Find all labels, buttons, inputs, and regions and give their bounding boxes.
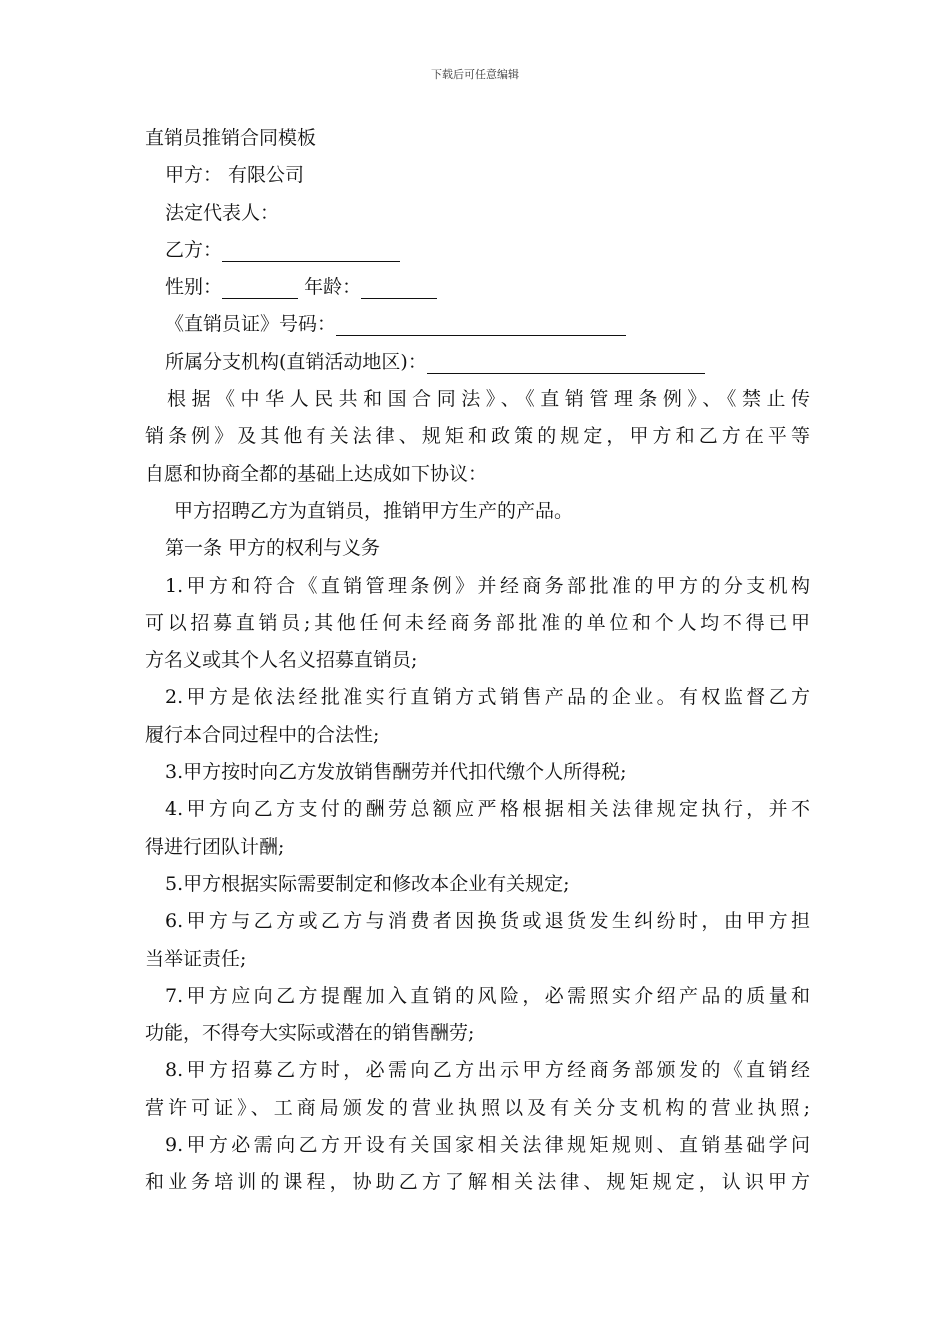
hire-line: 甲方招聘乙方为直销员，推销甲方生产的产品。 [174,499,574,522]
gender-label: 性别： [165,276,223,299]
clause [145,791,810,866]
clause-line: 可以招募直销员;其他任何未经商务部批准的单位和个人均不得已甲 [145,611,810,634]
clause-line: 5.甲方根据实际需要制定和修改本企业有关规定; [165,872,570,895]
age-label: 年龄： [304,276,362,299]
clause-line: 和业务培训的课程，协助乙方了解相关法律、规矩规定，认识甲方 [145,1171,810,1194]
clause [145,679,810,754]
clause-line: 9.甲方必需向乙方开设有关国家相关法律规矩规则、直销基础学问 [165,1134,810,1157]
clause [145,903,810,978]
clause-line: 8.甲方招募乙方时，必需向乙方出示甲方经商务部颁发的《直销经 [165,1059,810,1082]
contract-body [145,120,810,1202]
intro-line: 自愿和协商全都的基础上达成如下协议： [145,462,488,485]
party-b-line [145,232,810,269]
clause [145,866,810,903]
clause [145,568,810,680]
cert-no-blank [336,311,626,336]
clause-line: 方名义或其个人名义招募直销员; [145,649,418,672]
party-a-line: 甲方： 有限公司 [165,164,305,187]
cert-no-line [145,306,810,343]
intro-line: 销条例》及其他有关法律、规矩和政策的规定，甲方和乙方在平等 [145,425,810,448]
intro-line: 根据《中华人民共和国合同法》、《直销管理条例》、《禁止传 [167,388,810,411]
clause-line: 2.甲方是依法经批准实行直销方式销售产品的企业。有权监督乙方 [165,686,810,709]
legal-rep-line: 法定代表人： [165,201,280,224]
clause-line: 6.甲方与乙方或乙方与消费者因换货或退货发生纠纷时，由甲方担 [165,910,810,933]
clause-line: 得进行团队计酬; [145,835,285,858]
clause-line: 功能，不得夸大实际或潜在的销售酬劳; [145,1022,475,1045]
branch-label: 所属分支机构(直销活动地区)： [165,350,427,373]
clause [145,754,810,791]
clause [145,1052,810,1127]
clause-line: 履行本合同过程中的合法性; [145,723,380,746]
clause-line: 1.甲方和符合《直销管理条例》并经商务部批准的甲方的分支机构 [165,574,810,597]
party-b-blank [222,237,400,262]
clause-line: 4.甲方向乙方支付的酬劳总额应严格根据相关法律规定执行，并不 [165,798,810,821]
gender-age-line [145,269,810,306]
age-blank [361,274,437,299]
clause [145,1127,810,1202]
branch-blank [427,349,705,374]
doc-title: 直销员推销合同模板 [145,127,317,149]
clause-line: 7.甲方应向乙方提醒加入直销的风险，必需照实介绍产品的质量和 [165,984,810,1007]
article-title: 第一条 甲方的权利与义务 [165,537,381,560]
clause [145,978,810,1053]
branch-line [145,344,810,381]
party-b-label: 乙方： [165,238,223,261]
clause-line: 营许可证》、工商局颁发的营业执照以及有关分支机构的营业执照; [145,1096,810,1119]
clause-line: 3.甲方按时向乙方发放销售酬劳并代扣代缴个人所得税; [165,761,627,784]
cert-no-label: 《直销员证》号码： [165,313,337,336]
gender-blank [222,274,298,299]
page-header: 下载后可任意编辑 [431,68,519,81]
clause-line: 当举证责任; [145,947,247,970]
